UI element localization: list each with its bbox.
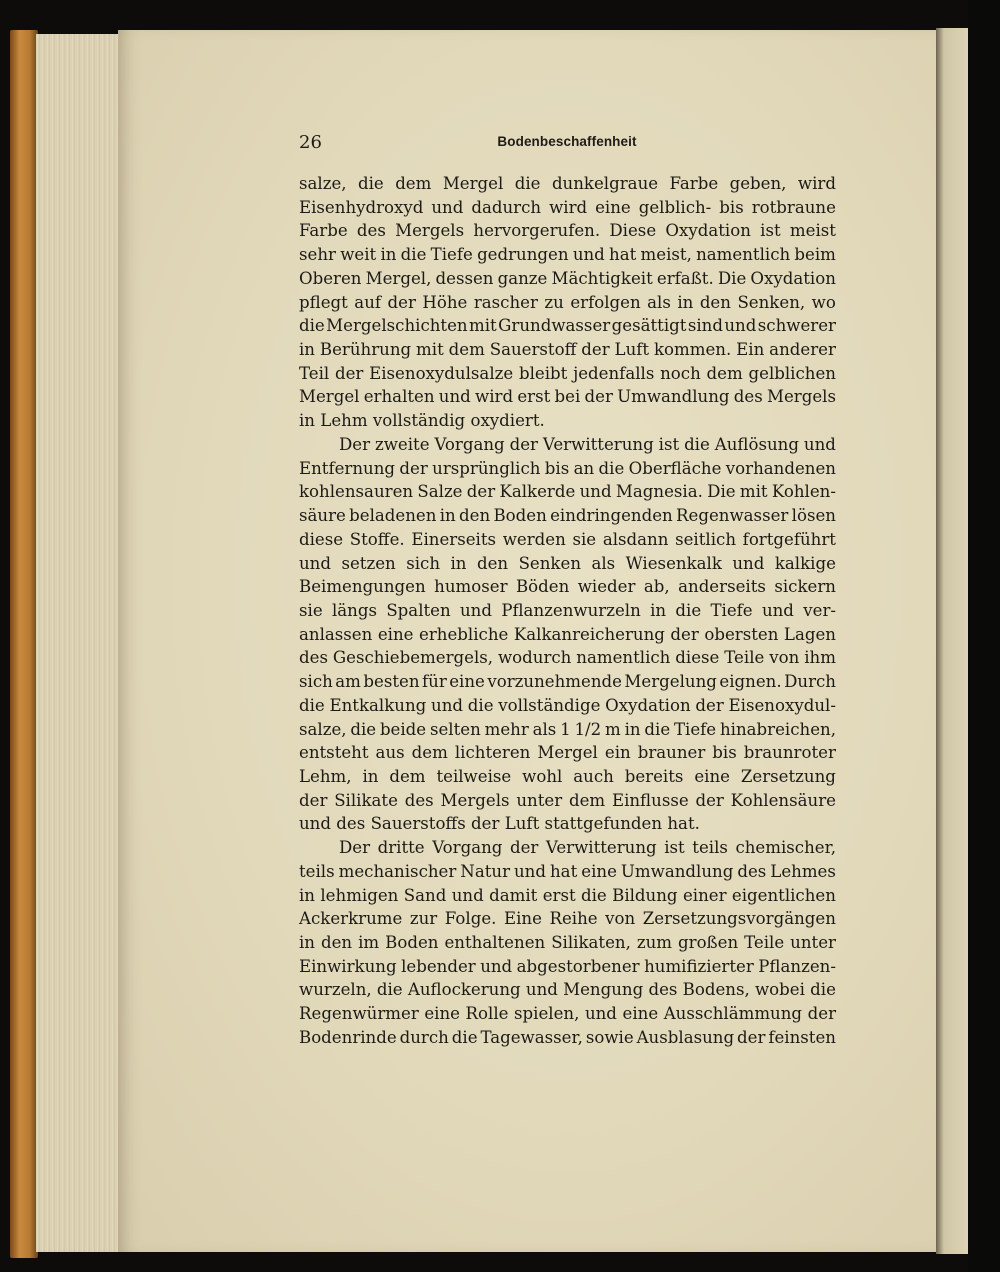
page-header	[299, 132, 835, 156]
book-cover-edge	[10, 30, 38, 1258]
text-line: sehr weit in die Tiefe gedrungen und hat meist, namentlich beim	[299, 245, 836, 265]
text-line: entsteht aus dem lichteren Mergel ein brauner bis braunroter	[299, 743, 836, 763]
text-line: die Mergelschichten mit Grundwasser gesättigt sind und schwerer	[299, 316, 836, 336]
text-line: der Silikate des Mergels unter dem Einflusse der Kohlensäure	[299, 790, 836, 810]
text-line: anlassen eine erhebliche Kalkanreicherung der obersten Lagen	[299, 624, 836, 644]
text-line: Einwirkung lebender und abgestorbener humifizierter Pflanzen-	[299, 956, 836, 976]
page-number: 26	[299, 132, 322, 153]
text-line: Der dritte Vorgang der Verwitterung ist teils chemischer,	[339, 838, 836, 858]
text-line: sich am besten für eine vorzunehmende Mergelung eignen. Durch	[299, 672, 836, 692]
text-line: in lehmigen Sand und damit erst die Bildung einer eigentlichen	[299, 885, 836, 905]
text-line: Ackerkrume zur Folge. Eine Reihe von Zersetzungsvorgängen	[299, 909, 836, 929]
text-line: in Lehm vollständig oxydiert.	[299, 411, 545, 431]
page-stack-edges	[36, 34, 127, 1252]
text-line: Eisenhydroxyd und dadurch wird eine gelblich- bis rotbraune	[299, 197, 836, 217]
text-line: die Entkalkung und die vollständige Oxydation der Eisenoxydul-	[299, 695, 836, 715]
text-line: diese Stoffe. Einerseits werden sie alsdann seitlich fortgeführt	[299, 529, 836, 549]
text-line: Entfernung der ursprünglich bis an die Oberfläche vorhandenen	[299, 458, 836, 478]
text-line: Oberen Mergel, dessen ganze Mächtigkeit erfaßt. Die Oxydation	[299, 268, 836, 288]
text-line: in Berührung mit dem Sauerstoff der Luft kommen. Ein anderer	[299, 340, 836, 360]
text-line: Der zweite Vorgang der Verwitterung ist die Auflösung und	[339, 434, 836, 454]
running-head: Bodenbeschaffenheit	[497, 134, 637, 149]
text-line: teils mechanischer Natur und hat eine Umwandlung des Lehmes	[299, 861, 836, 881]
text-line: Bodenrinde durch die Tagewasser, sowie Ausblasung der feinsten	[299, 1027, 836, 1047]
text-line: Regenwürmer eine Rolle spielen, und eine Ausschlämmung der	[299, 1004, 836, 1024]
text-line: Beimengungen humoser Böden wieder ab, anderseits sickern	[299, 577, 836, 597]
text-line: und des Sauerstoffs der Luft stattgefunden hat.	[299, 814, 700, 834]
text-line: salze, die beide selten mehr als 1 1/2 m in die Tiefe hinabreichen,	[299, 719, 836, 739]
body-text	[299, 172, 836, 1050]
text-line: in den im Boden enthaltenen Silikaten, zum großen Teile unter	[299, 933, 836, 952]
text-line: säure beladenen in den Boden eindringenden Regenwasser lösen	[299, 506, 836, 526]
text-line: Farbe des Mergels hervorgerufen. Diese Oxydation ist meist	[299, 221, 836, 241]
text-line: des Geschiebemergels, wodurch namentlich diese Teile von ihm	[299, 648, 836, 668]
scan-background	[968, 0, 1000, 1272]
text-line: salze, die dem Mergel die dunkelgraue Farbe geben, wird	[299, 174, 836, 193]
text-line: wurzeln, die Auflockerung und Mengung des Bodens, wobei die	[299, 980, 836, 1000]
text-line: sie längs Spalten und Pflanzenwurzeln in die Tiefe und ver-	[299, 600, 836, 620]
text-line: und setzen sich in den Senken als Wiesenkalk und kalkige	[299, 553, 836, 573]
text-line: Teil der Eisenoxydulsalze bleibt jedenfalls noch dem gelblichen	[299, 363, 836, 383]
text-line: kohlensauren Salze der Kalkerde und Magnesia. Die mit Kohlen-	[299, 482, 836, 502]
facing-page-edge	[936, 28, 968, 1254]
text-line: pflegt auf der Höhe rascher zu erfolgen als in den Senken, wo	[299, 292, 836, 312]
text-line: Lehm, in dem teilweise wohl auch bereits eine Zersetzung	[299, 766, 836, 786]
text-line: Mergel erhalten und wird erst bei der Umwandlung des Mergels	[299, 387, 836, 407]
